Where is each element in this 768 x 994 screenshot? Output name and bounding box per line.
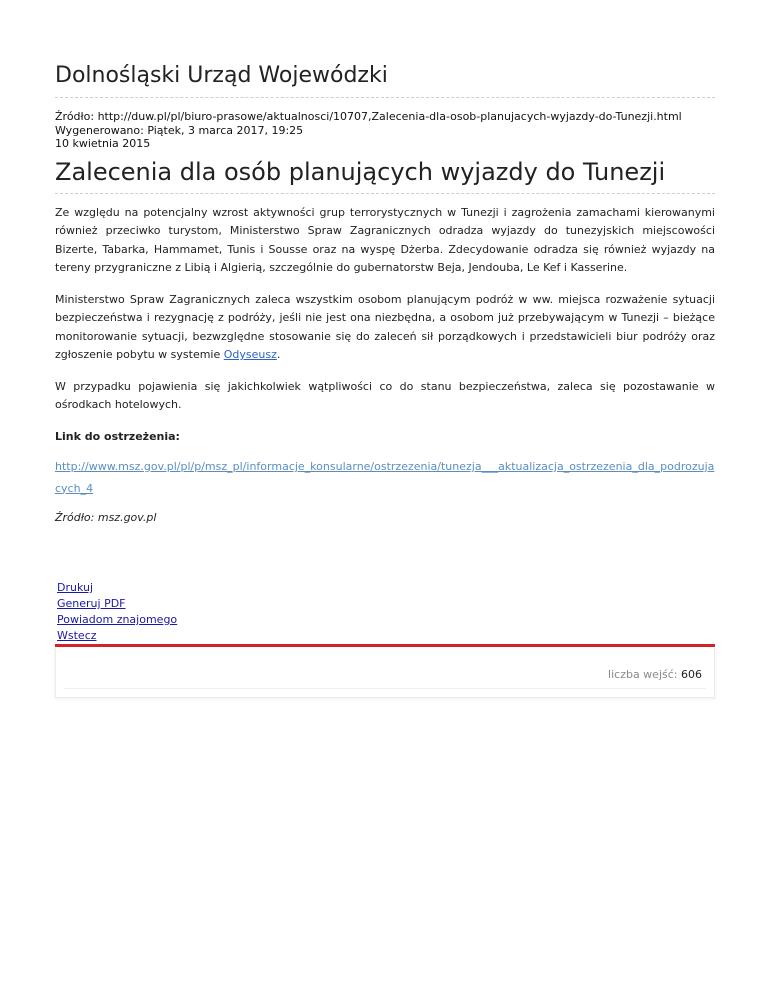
paragraph-2-text: Ministerstwo Spraw Zagranicznych zaleca wszystkim osobom planującym podróż w ww. miejsca rozważenie sytuacji bezpieczeństwa i rezygnację z podróży, jeśli nie jest ona niezbędna, a osobom już przebywającym w Tunezji – bieżące monitorowanie sytuacji, bezwzględne stosowanie się do zaleceń sił porządkowych i przedstawicieli biur podróży oraz zgłoszenie pobytu w systemie <box>55 292 715 361</box>
warning-url-link[interactable]: http://www.msz.gov.pl/pl/p/msz_pl/informacje_konsularne/ostrzezenia/tunezja___aktualizacja_ostrzezenia_dla_podrozujacych_4 <box>55 460 715 495</box>
odyseusz-link[interactable]: Odyseusz <box>223 348 277 361</box>
date-line: 10 kwietnia 2015 <box>55 137 151 150</box>
warning-link-wrap <box>55 455 715 498</box>
paragraph-2-end: . <box>276 348 281 361</box>
visit-counter-value: 606 <box>681 668 702 681</box>
generate-pdf-link[interactable]: Generuj PDF <box>57 597 126 610</box>
footer-divider <box>64 688 706 689</box>
actions-list <box>55 580 715 644</box>
meta-block <box>55 110 715 151</box>
link-heading: Link do ostrzeżenia: <box>55 429 180 443</box>
print-link[interactable]: Drukuj <box>57 581 94 594</box>
visit-counter-label: liczba wejść: <box>608 668 678 681</box>
paragraph-1: Ze względu na potencjalny wzrost aktywności grup terrorystycznych w Tunezji i zagrożenia zamachami kierowanymi również przeciwko turystom, Ministerstwo Spraw Zagranicznych odradza wyjazdy do tunezyjskich miejscowości Bizerte, Tabarka, Hammamet, Tunis i Sousse oraz na wyspę Dżerba. Zdecydowanie odradza się również wyjazdy na tereny przygraniczne z Libią i Algierią, szczególnie do gubernatorstw Beja, Jendouba, Le Kef i Kasserine. <box>55 205 715 274</box>
generated-line: Wygenerowano: Piątek, 3 marca 2017, 19:25 <box>55 123 304 137</box>
article-divider <box>55 193 715 194</box>
back-link[interactable]: Wstecz <box>57 629 97 642</box>
visit-counter <box>608 668 702 681</box>
source-note: Źródło: msz.gov.pl <box>55 511 157 524</box>
page <box>55 0 715 698</box>
notify-friend-link[interactable]: Powiadom znajomego <box>57 613 178 626</box>
article-title: Zalecenia dla osób planujących wyjazdy do Tunezji <box>55 157 666 186</box>
paragraph-3: W przypadku pojawienia się jakichkolwiek wątpliwości co do stanu bezpieczeństwa, zaleca się pozostawanie w ośrodkach hotelowych. <box>55 379 715 411</box>
title-divider <box>55 97 715 98</box>
footer-box <box>55 647 715 698</box>
paragraph-2 <box>55 291 715 365</box>
site-title: Dolnośląski Urząd Wojewódzki <box>55 63 388 88</box>
source-url-line: Źródło: http://duw.pl/pl/biuro-prasowe/aktualnosci/10707,Zalecenia-dla-osob-planujacych-wyjazdy-do-Tunezji.html <box>55 110 682 123</box>
